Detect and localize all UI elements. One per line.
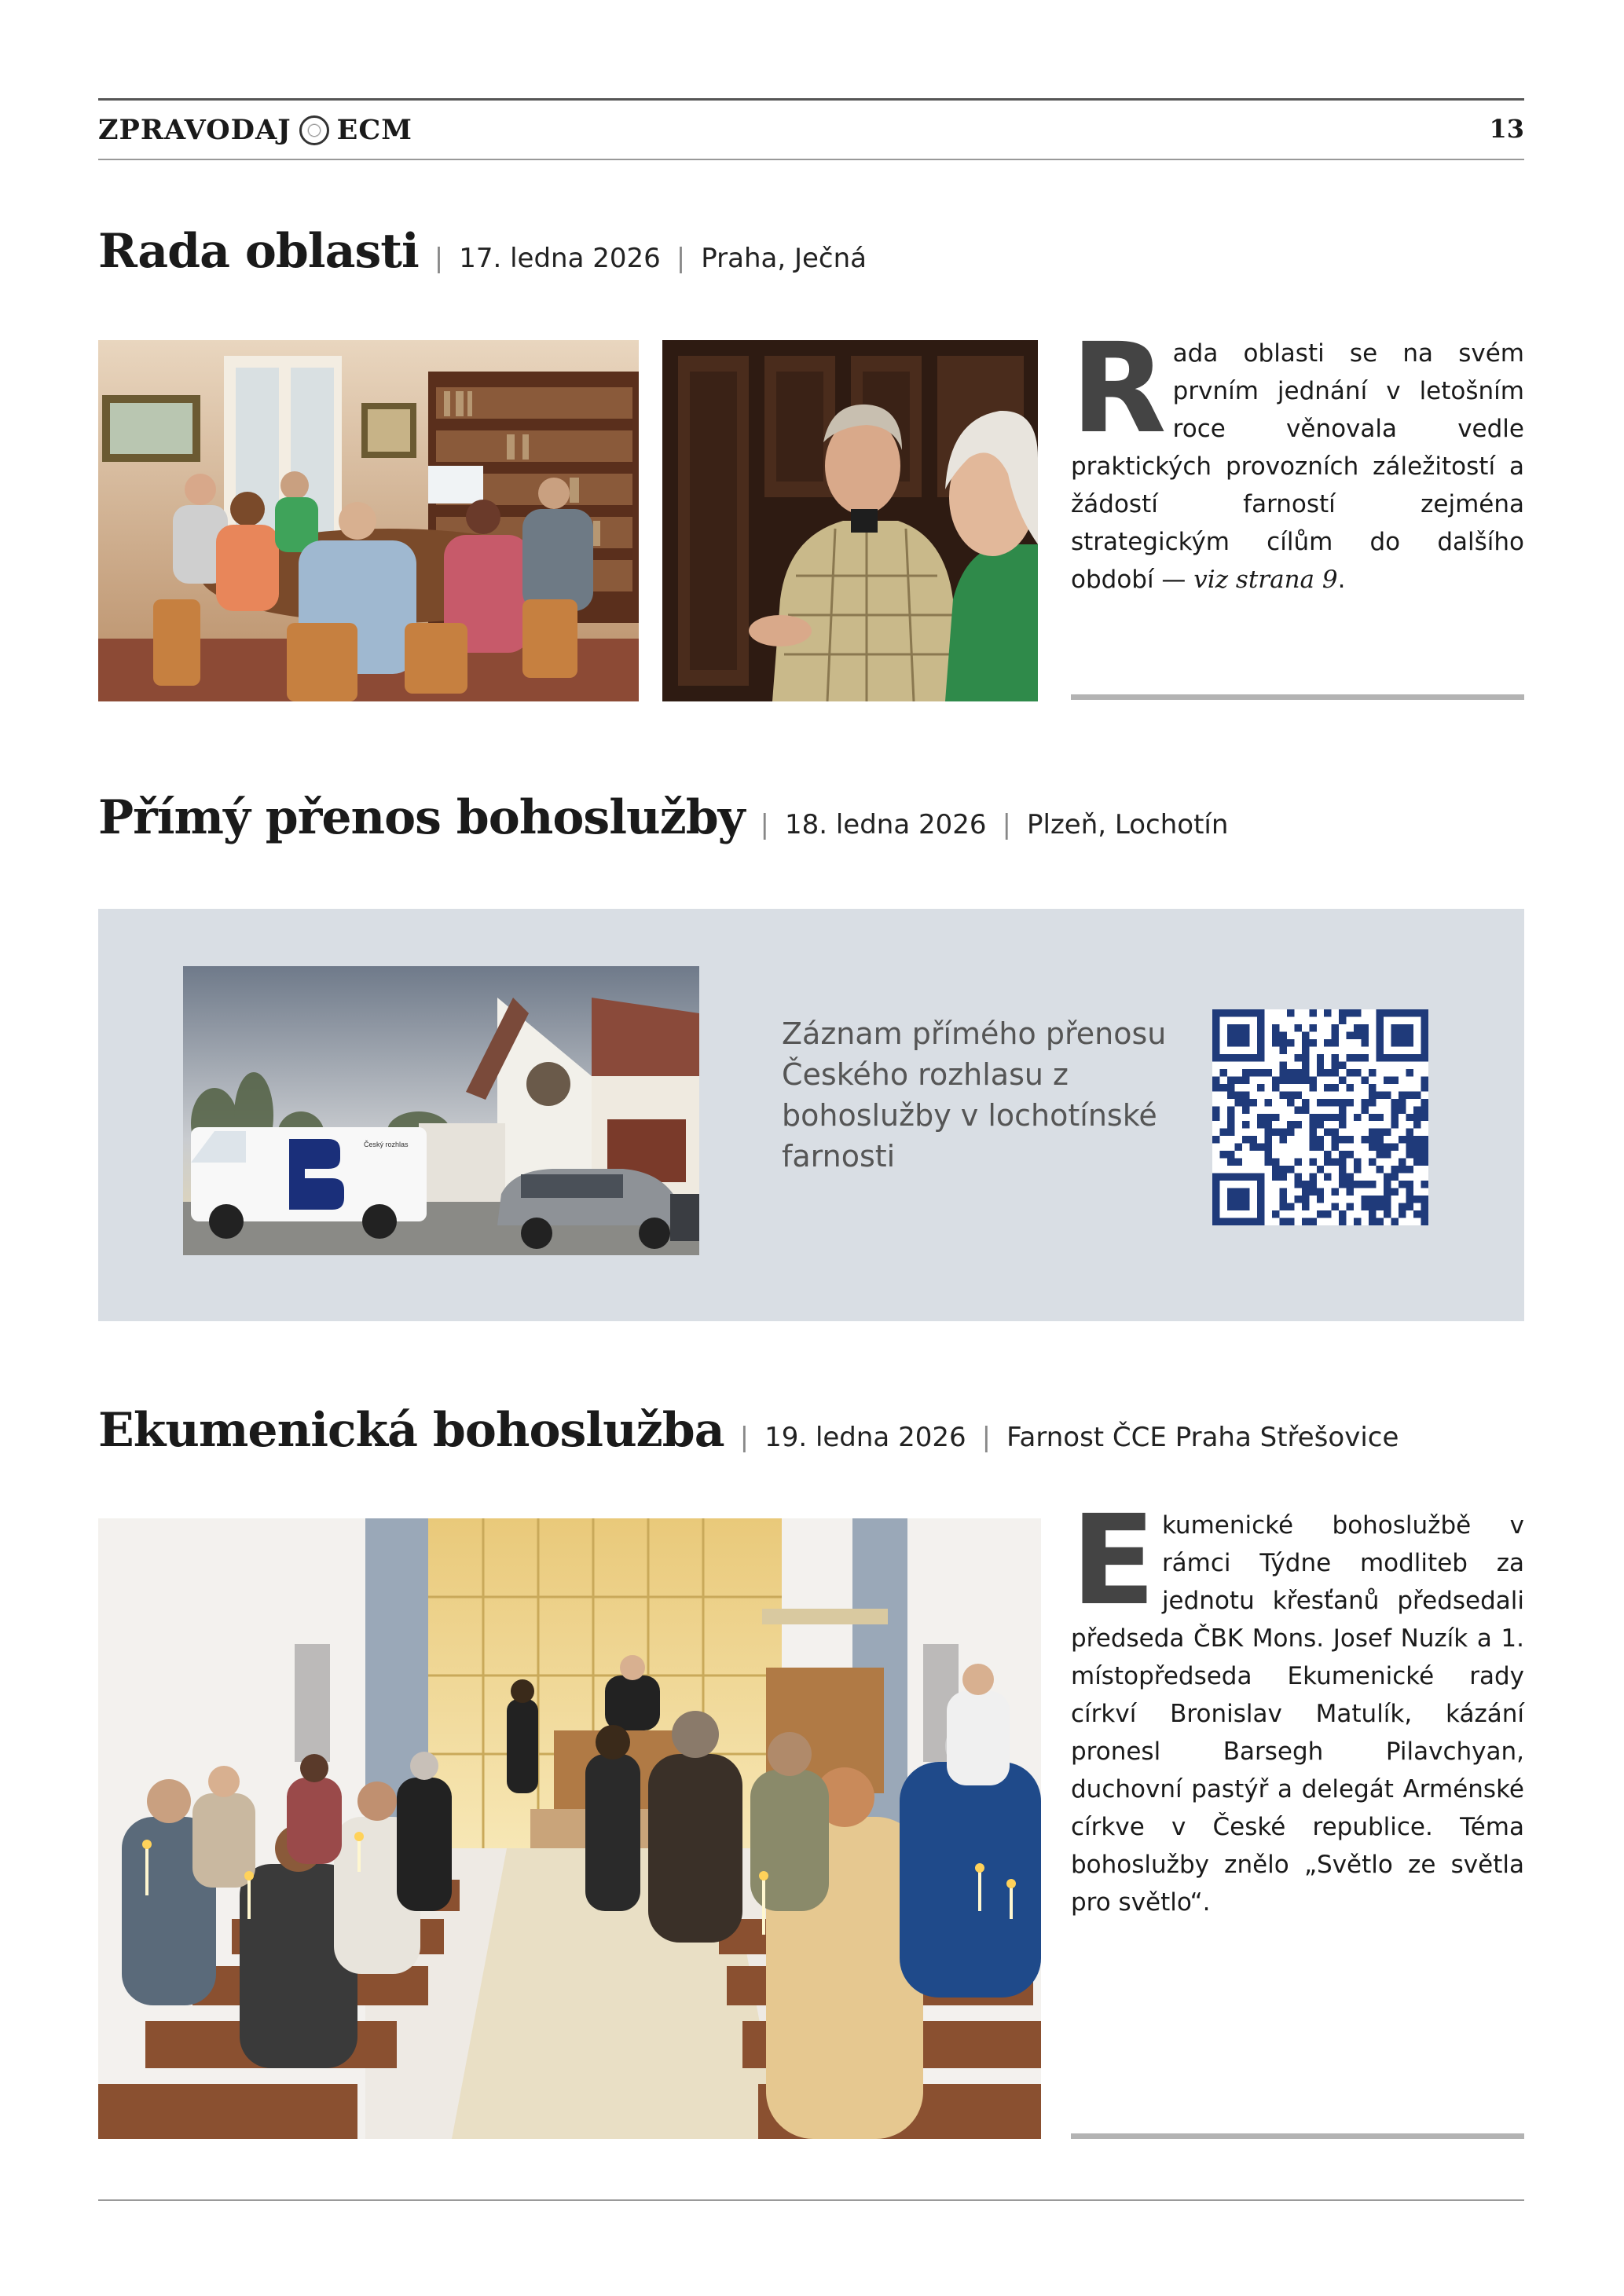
- brand-name: ZPRAVODAJ: [98, 114, 291, 146]
- article-text: ada oblasti se na svém prvním jednání v letošním roce věnovala vedle praktických provozních záležitostí a žádostí farností zejména strategickým cílům do dalšího období —: [1071, 339, 1524, 594]
- separator: |: [739, 1422, 750, 1453]
- separator: |: [676, 243, 686, 274]
- footer-rule: [98, 2199, 1524, 2201]
- article-text: kumenické bohoslužbě v rámci Týdne modliteb za jednotu křesťanů předsedali předseda ČBK Mons. Josef Nuzík a 1. místopředseda Ekumenické rady církví Bronislav Matulík, kázání pronesl Barsegh Pilavchyan, duchovní pastýř a delegát Arménské církve v České republice. Téma bohoslužby znělo „Světlo ze světla pro světlo“.: [1071, 1511, 1524, 1917]
- separator: |: [981, 1422, 992, 1453]
- separator: |: [1002, 809, 1011, 840]
- separator: |: [434, 243, 444, 274]
- section-heading-rada: [98, 224, 867, 279]
- separator: |: [760, 809, 769, 840]
- article-rada-oblasti: [1071, 317, 1524, 599]
- section-divider-bar: [1071, 694, 1524, 700]
- speaker-photo: [662, 340, 1038, 701]
- van-label: Český rozhlas: [364, 1141, 409, 1148]
- section-date: 19. ledna 2026: [764, 1422, 966, 1453]
- section-divider-bar: [1071, 2133, 1524, 2139]
- drop-cap: R: [1071, 317, 1167, 461]
- header-top-rule: [98, 98, 1524, 101]
- brand-abbreviation: ECM: [336, 114, 412, 146]
- broadcast-van-photo: [183, 966, 699, 1255]
- church-service-photo: [98, 1518, 1041, 2139]
- drop-cap: E: [1071, 1489, 1156, 1633]
- section-date: 18. ledna 2026: [784, 809, 987, 840]
- section-date: 17. ledna 2026: [459, 243, 661, 274]
- broadcast-caption: Záznam přímého přenosu Českého rozhlasu z bohoslužby v lochotínské farnosti: [782, 1016, 1167, 1174]
- publication-brand: [98, 114, 412, 146]
- section-heading-prenos: [98, 790, 1228, 845]
- section-title: Ekumenická bohoslužba: [98, 1403, 724, 1458]
- page-reference-link[interactable]: viz strana 9: [1193, 566, 1338, 594]
- section-place: Plzeň, Lochotín: [1027, 809, 1229, 840]
- section-heading-ekumenicka: [98, 1403, 1399, 1458]
- meeting-room-photo: [98, 340, 639, 701]
- article-text-end: .: [1337, 566, 1346, 594]
- section-title: Rada oblasti: [98, 224, 419, 279]
- page-number: 13: [1489, 114, 1524, 144]
- qr-code-icon[interactable]: [1212, 1009, 1428, 1225]
- header-bottom-rule: [98, 159, 1524, 160]
- section-title: Přímý přenos bohoslužby: [98, 790, 745, 845]
- article-ekumenicka-bohosluzba: [1071, 1489, 1524, 1921]
- section-place: Praha, Ječná: [701, 243, 867, 274]
- ecm-seal-icon: [299, 115, 329, 145]
- section-place: Farnost ČCE Praha Střešovice: [1006, 1422, 1399, 1453]
